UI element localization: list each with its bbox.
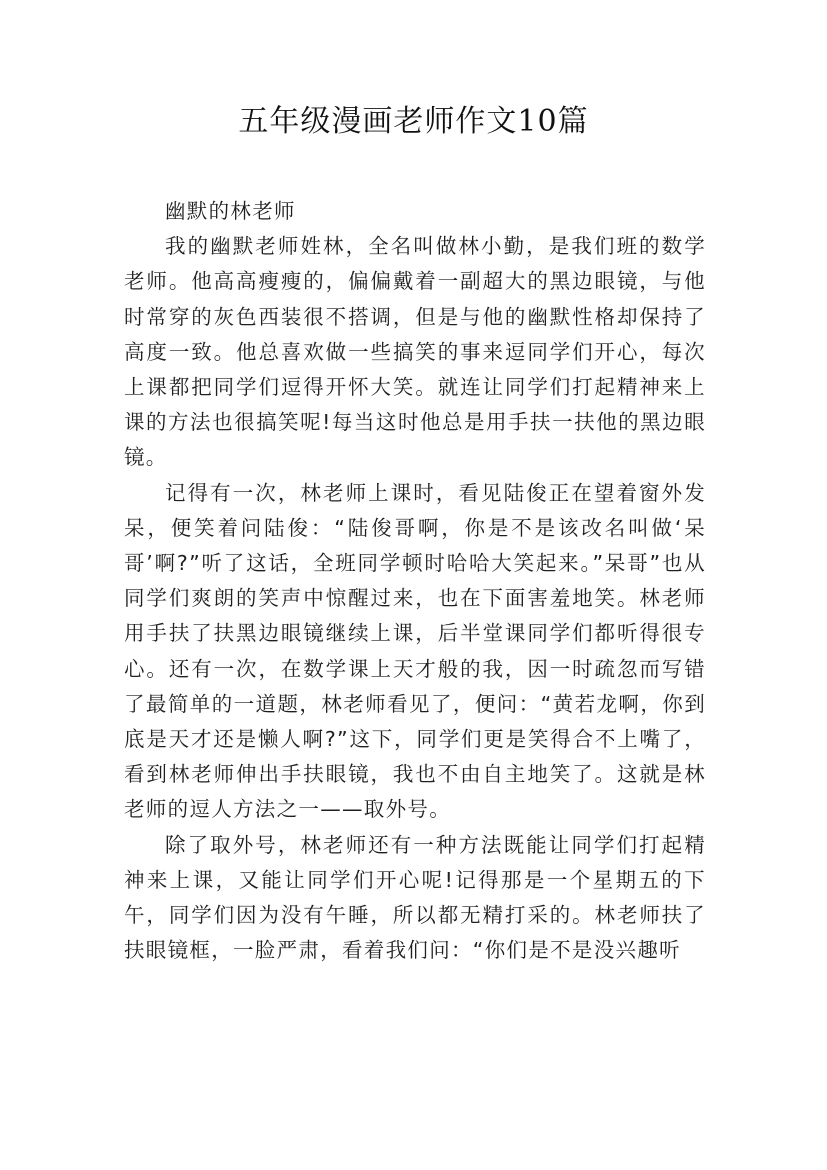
document-body: [124, 194, 706, 968]
paragraph-2: 记得有一次，林老师上课时，看见陆俊正在望着窗外发呆，便笑着问陆俊：“陆俊哥啊，你是不是该改名叫做‘呆哥’啊?”听了这话，全班同学顿时哈哈大笑起来。”呆哥”也从同学们爽朗的笑声中惊醒过来，也在下面害羞地笑。林老师用手扶了扶黑边眼镜继续上课，后半堂课同学们都听得很专心。还有一次，在数学课上天才般的我，因一时疏忽而写错了最简单的一道题，林老师看见了，便问：“黄若龙啊，你到底是天才还是懒人啊?”这下，同学们更是笑得合不上嘴了，看到林老师伸出手扶眼镜，我也不由自主地笑了。这就是林老师的逗人方法之一——取外号。: [124, 480, 706, 822]
essay-subtitle: 幽默的林老师: [165, 199, 296, 223]
document-title: 五年级漫画老师作文10篇: [238, 104, 589, 139]
paragraph-1: 我的幽默老师姓林，全名叫做林小勤，是我们班的数学老师。他高高瘦瘦的，偏偏戴着一副超大的黑边眼镜，与他时常穿的灰色西装很不搭调，但是与他的幽默性格却保持了高度一致。他总喜欢做一些搞笑的事来逗同学们开心，每次上课都把同学们逗得开怀大笑。就连让同学们打起精神来上课的方法也很搞笑呢!每当这时他总是用手扶一扶他的黑边眼镜。: [124, 234, 706, 470]
paragraph-3: 除了取外号，林老师还有一种方法既能让同学们打起精神来上课，又能让同学们开心呢!记得那是一个星期五的下午，同学们因为没有午睡，所以都无精打采的。林老师扶了扶眼镜框，一脸严肃，看着我们问：“你们是不是没兴趣听: [124, 832, 706, 963]
